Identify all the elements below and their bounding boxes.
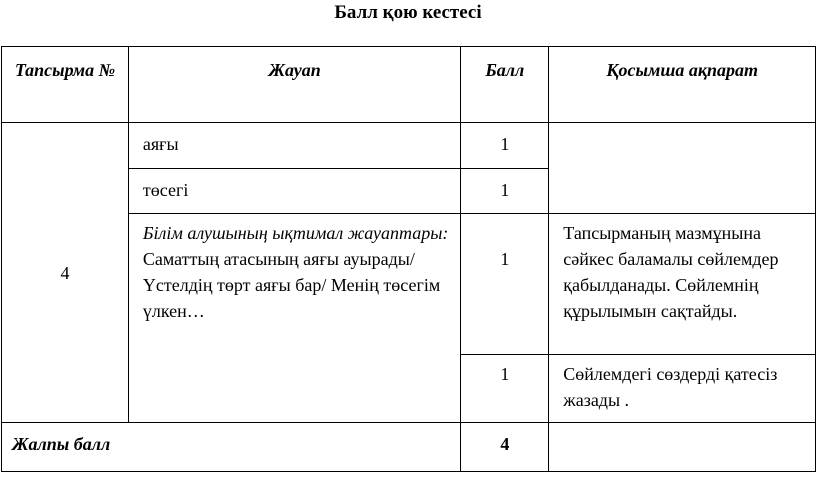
answer-cell (128, 214, 461, 423)
score-cell: 1 (461, 214, 549, 355)
total-row (2, 423, 816, 472)
score-table (1, 46, 816, 472)
total-label: Жалпы балл (2, 423, 461, 472)
header-task-number: Тапсырма № (2, 47, 129, 123)
header-score: Балл (461, 47, 549, 123)
info-cell: Тапсырманың мазмұнына сәйкес баламалы сөйлемдер қабылданады. Сөйлемнің құрылымын сақтайды. (549, 214, 816, 355)
answer-hint: Білім алушының ықтимал жауаптары: (142, 223, 449, 243)
score-cell: 1 (461, 169, 549, 214)
info-cell: Сөйлемдегі сөздерді қатесіз жазады . (549, 355, 816, 423)
answer-examples: Саматтың атасының аяғы ауырады/ Үстелдің төрт аяғы бар/ Менің төсегім үлкен… (142, 249, 441, 321)
answer-cell: аяғы (128, 123, 461, 169)
header-additional-info: Қосымша ақпарат (549, 47, 816, 123)
header-row (2, 47, 816, 123)
score-cell: 1 (461, 123, 549, 169)
task-number-cell: 4 (2, 123, 129, 423)
total-info-empty (549, 423, 816, 472)
answer-cell: төсегі (128, 169, 461, 214)
header-answer: Жауап (128, 47, 461, 123)
info-cell-empty (549, 123, 816, 214)
total-score: 4 (461, 423, 549, 472)
page-title: Балл қою кестесі (334, 2, 482, 23)
score-cell: 1 (461, 355, 549, 423)
table-row (2, 123, 816, 169)
